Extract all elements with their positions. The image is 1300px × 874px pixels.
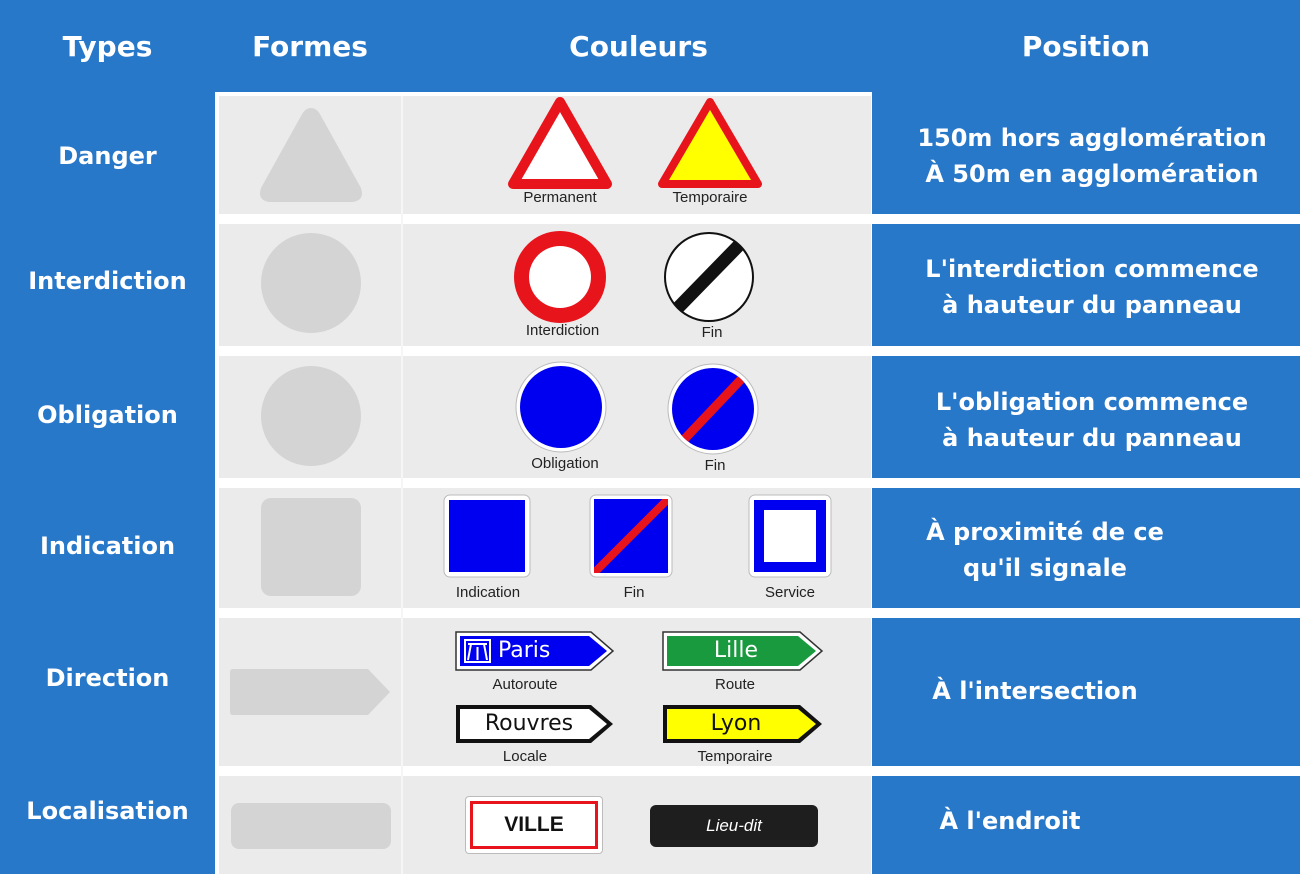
direction-lyon-label: Lyon (710, 711, 762, 736)
caption-fin: Fin (623, 584, 645, 601)
position-danger (880, 120, 1300, 192)
position-indication (900, 514, 1190, 586)
position-separator (872, 766, 1300, 776)
position-separator (872, 608, 1300, 618)
position-direction (900, 673, 1170, 709)
position-separator (872, 214, 1300, 224)
triangle-shape (255, 104, 367, 204)
localisation-lieudit-sign (650, 805, 818, 847)
position-line: qu'il signale (963, 554, 1127, 582)
arrow-shape (230, 669, 392, 715)
type-danger: Danger (58, 142, 157, 170)
caption-fin: Fin (701, 324, 723, 341)
caption-permanent: Permanent (523, 189, 597, 206)
header-formes: Formes (252, 30, 368, 63)
type-localisation: Localisation (26, 797, 189, 825)
caption-indication: Indication (455, 584, 521, 601)
position-line: à hauteur du panneau (942, 291, 1242, 319)
caption-interdiction: Interdiction (525, 322, 600, 339)
header-couleurs: Couleurs (569, 30, 708, 63)
square-shape (260, 497, 362, 597)
rounded-rectangle-shape (231, 803, 391, 849)
interdiction-end-sign (663, 231, 755, 323)
caption-route: Route (714, 676, 756, 693)
obligation-sign (515, 361, 607, 453)
danger-permanent-sign (509, 98, 611, 188)
caption-temporaire: Temporaire (697, 748, 773, 765)
header-types: Types (62, 30, 153, 63)
lieudit-label: Lieu-dit (706, 816, 762, 835)
caption-autoroute: Autoroute (492, 676, 558, 693)
position-line: À l'endroit (939, 807, 1081, 835)
service-sign (748, 494, 832, 578)
position-separator (872, 346, 1300, 356)
caption-service: Service (764, 584, 816, 601)
type-obligation: Obligation (37, 401, 178, 429)
position-separator (872, 478, 1300, 488)
column-divider (401, 96, 403, 874)
direction-rouvres-label: Rouvres (484, 711, 574, 736)
types-column (0, 92, 215, 874)
indication-sign (443, 494, 531, 578)
position-line: À 50m en agglomération (925, 160, 1259, 188)
position-line: à hauteur du panneau (942, 424, 1242, 452)
header-position: Position (1021, 30, 1151, 63)
position-line: L'interdiction commence (925, 255, 1259, 283)
circle-shape (260, 365, 362, 467)
obligation-end-sign (667, 363, 759, 455)
caption-fin: Fin (704, 457, 726, 474)
position-line: À proximité de ce (926, 518, 1164, 546)
danger-temporary-sign (658, 98, 762, 188)
indication-end-sign (589, 494, 673, 578)
position-line: À l'intersection (932, 677, 1138, 705)
caption-temporaire: Temporaire (672, 189, 748, 206)
direction-paris-label: Paris (498, 638, 551, 663)
type-direction: Direction (45, 664, 170, 692)
position-line: 150m hors agglomération (917, 124, 1267, 152)
caption-locale: Locale (502, 748, 548, 765)
caption-obligation: Obligation (531, 455, 599, 472)
ville-label: VILLE (504, 813, 564, 836)
direction-lille-label: Lille (713, 638, 759, 663)
type-interdiction: Interdiction (28, 267, 187, 295)
position-line: L'obligation commence (935, 388, 1249, 416)
localisation-ville-sign (465, 796, 603, 854)
circle-shape (260, 232, 362, 334)
position-localisation (910, 803, 1110, 839)
position-interdiction (880, 251, 1300, 323)
type-indication: Indication (39, 532, 176, 560)
interdiction-sign (513, 230, 607, 324)
position-obligation (880, 384, 1300, 456)
